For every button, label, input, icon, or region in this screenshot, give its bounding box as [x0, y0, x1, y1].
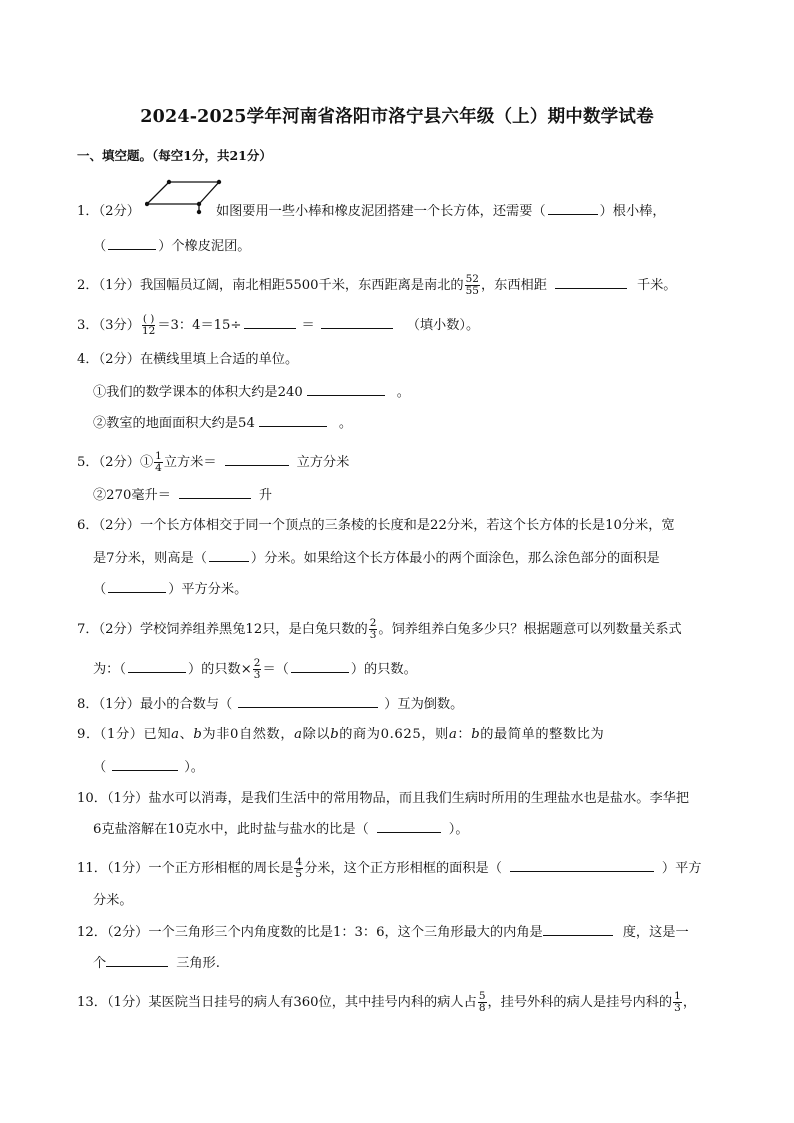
fraction-denominator: 3: [369, 629, 377, 641]
question-12: [77, 923, 689, 942]
answer-blank[interactable]: [112, 758, 178, 771]
q-prefix: 5．（2分）: [77, 455, 140, 470]
fraction: [673, 991, 682, 1014]
q-prefix: 4．（2分）: [77, 352, 140, 367]
answer-blank[interactable]: [321, 316, 393, 329]
fraction-numerator: ( ): [142, 313, 155, 325]
q-text: ，挂号外科的病人是挂号内科的: [487, 995, 673, 1010]
fraction: [294, 857, 303, 880]
q-text: ）的只数×: [187, 662, 252, 677]
q-text: ②教室的地面面积大约是54: [93, 416, 255, 431]
question-6-line3: [93, 580, 247, 599]
fraction-denominator: 3: [253, 669, 261, 681]
q-text: ＝3：4＝15÷: [157, 318, 242, 333]
q-text: 、: [179, 727, 194, 742]
fraction-denominator: 5: [295, 868, 303, 880]
answer-blank[interactable]: [179, 486, 251, 499]
q-text: 。饲养组养白兔多少只？根据题意可以列数量关系式: [378, 622, 682, 637]
question-4: [77, 351, 298, 369]
q-text: （: [93, 239, 107, 254]
q-text: ）的只数。: [350, 662, 417, 677]
variable-a: a: [448, 727, 458, 742]
q-prefix: 9．（1分）: [77, 727, 144, 742]
q-text: 的最简单的整数比为: [480, 727, 605, 742]
q-text: 千米。: [636, 278, 677, 293]
q-text: 立方米＝: [163, 455, 217, 470]
q-text: 我国幅员辽阔，南北相距5500千米，东西距离是南北的: [139, 278, 464, 293]
fraction-numerator: 52: [465, 273, 479, 285]
answer-blank[interactable]: [548, 202, 598, 215]
q-text: ）分米。如果给这个长方体最小的两个面涂色，那么涂色部分的面积是: [250, 551, 660, 566]
fraction: [465, 274, 480, 297]
answer-blank[interactable]: [307, 383, 385, 396]
q-prefix: 12．（2分）: [77, 925, 149, 940]
fraction: [141, 314, 156, 337]
answer-blank[interactable]: [238, 695, 378, 708]
page-title: 2024-2025学年河南省洛阳市洛宁县六年级（上）期中数学试卷: [140, 107, 654, 127]
question-11: [77, 857, 701, 880]
q-text: ①: [139, 455, 154, 470]
question-1-line2: [93, 237, 251, 256]
q-text: ）互为倒数。: [384, 697, 464, 712]
q-text: ，东西相距: [481, 278, 547, 293]
q-text: 立方分米: [296, 455, 350, 470]
question-1: [77, 202, 666, 221]
q-text: 如图要用一些小棒和橡皮泥团搭建一个长方体，还需要（: [215, 204, 546, 219]
variable-b: b: [471, 727, 481, 742]
variable-b: b: [330, 727, 340, 742]
fraction: [154, 451, 163, 474]
q-text: 分米。: [93, 893, 133, 908]
variable-a: a: [294, 727, 303, 742]
fraction-numerator: 4: [295, 856, 303, 868]
q-text: 在横线里填上合适的单位。: [139, 352, 299, 367]
q-text: 。: [338, 416, 353, 431]
q-text: ）。: [184, 760, 204, 775]
question-10-line2: [93, 820, 469, 839]
q-text: 一个三角形三个内角度数的比是1：3：6，这个三角形最大的内角是: [148, 925, 543, 940]
q-prefix: 7．（2分）: [77, 622, 140, 637]
q-text: ＝: [301, 318, 315, 333]
fraction-denominator: 12: [141, 325, 156, 337]
fraction-denominator: 4: [155, 462, 162, 474]
question-12-line2: [93, 954, 220, 973]
question-6-line2: [93, 549, 660, 568]
answer-blank[interactable]: [510, 859, 654, 872]
q-text: 个: [93, 956, 107, 971]
answer-blank[interactable]: [259, 414, 327, 427]
q-prefix: 10．（1分）: [77, 791, 149, 806]
q-text: 某医院当日挂号的病人有360位，其中挂号内科的病人占: [148, 995, 477, 1010]
answer-blank[interactable]: [543, 923, 613, 936]
fraction-numerator: 5: [478, 990, 486, 1002]
q-prefix: 13．（1分）: [77, 995, 149, 1010]
q-text: ）个橡皮泥团。: [158, 239, 251, 254]
q-text: ＝（: [262, 662, 289, 677]
question-3: [77, 314, 479, 337]
section-heading: 一、填空题。（每空1分，共21分）: [77, 148, 272, 163]
question-9: [77, 726, 604, 744]
question-6: [77, 517, 675, 535]
question-5-sub2: [93, 486, 272, 505]
q-text: （填小数）。: [406, 318, 480, 333]
fraction: [369, 618, 378, 641]
fraction-numerator: 1: [674, 990, 681, 1002]
answer-blank[interactable]: [128, 660, 186, 673]
question-9-line2: [93, 758, 204, 777]
q-text: ：: [457, 727, 472, 742]
q-text: 为：（: [93, 662, 126, 677]
q-text: 的商为0.625，则: [339, 727, 449, 742]
q-text: ）平方分米。: [168, 582, 248, 597]
q-text: ）。: [448, 822, 469, 837]
question-8: [77, 695, 463, 714]
q-text: 三角形.: [176, 956, 220, 971]
q-text: 盐水可以消毒，是我们生活中的常用物品，而且我们生病时所用的生理盐水也是盐水。李华把: [148, 791, 690, 806]
answer-blank[interactable]: [108, 237, 156, 250]
q-text: 一个长方体相交于同一个顶点的三条棱的长度和是22分米，若这个长方体的长是10分米，宽: [139, 518, 675, 533]
q-text: 一个正方形相框的周长是: [148, 861, 294, 876]
variable-b: b: [193, 727, 203, 742]
answer-blank[interactable]: [555, 276, 627, 289]
answer-blank[interactable]: [291, 660, 349, 673]
answer-blank[interactable]: [377, 820, 441, 833]
q-text: ②270毫升＝: [93, 488, 171, 503]
q-prefix: 6．（2分）: [77, 518, 140, 533]
answer-blank[interactable]: [209, 549, 249, 562]
q-prefix: 8．（1分）: [77, 697, 140, 712]
q-text: 为非0自然数，: [202, 727, 295, 742]
q-text: ）根小棒，: [599, 204, 666, 219]
q-text: 度，这是一: [622, 925, 689, 940]
fraction-denominator: 3: [674, 1002, 681, 1014]
q-prefix: 1．（2分）: [77, 204, 140, 219]
q-prefix: 3．（3分）: [77, 318, 140, 333]
question-7: [77, 618, 682, 641]
question-5: [77, 451, 349, 474]
answer-blank[interactable]: [244, 316, 296, 329]
q-prefix: 11．（1分）: [77, 861, 149, 876]
answer-blank[interactable]: [108, 580, 166, 593]
question-2: [77, 274, 677, 297]
q-text: 除以: [302, 727, 331, 742]
fraction: [478, 991, 487, 1014]
q-text: 是7分米，则高是（: [93, 551, 207, 566]
q-prefix: 2．（1分）: [77, 278, 140, 293]
q-text: 最小的合数与（: [139, 697, 233, 712]
question-13: [77, 991, 696, 1014]
question-10: [77, 790, 689, 808]
answer-blank[interactable]: [106, 954, 168, 967]
q-text: （: [93, 582, 107, 597]
question-4-sub1: [93, 383, 410, 402]
question-4-sub2: [93, 414, 352, 433]
fraction: [253, 658, 262, 681]
q-text: 已知: [143, 727, 172, 742]
variable-a: a: [171, 727, 180, 742]
question-7-line2: [93, 658, 417, 681]
q-text: 。: [396, 385, 410, 400]
q-text: ）平方: [661, 861, 702, 876]
q-text: ①我们的数学课本的体积大约是240: [93, 385, 303, 400]
q-text: （: [93, 760, 107, 775]
q-text: 分米，这个正方形相框的面积是（: [304, 861, 502, 876]
q-text: 升: [258, 488, 273, 503]
answer-blank[interactable]: [225, 453, 289, 466]
fraction-numerator: 2: [253, 657, 261, 669]
fraction-numerator: 1: [155, 450, 162, 462]
q-text: 6克盐溶解在10克水中，此时盐与盐水的比是（: [93, 822, 369, 837]
fraction-numerator: 2: [369, 617, 377, 629]
q-text: 学校饲养组养黑兔12只，是白兔只数的: [139, 622, 368, 637]
fraction-denominator: 55: [465, 285, 479, 297]
question-11-line2: [93, 892, 133, 910]
q-text: ，: [682, 995, 696, 1010]
fraction-denominator: 8: [478, 1002, 486, 1014]
